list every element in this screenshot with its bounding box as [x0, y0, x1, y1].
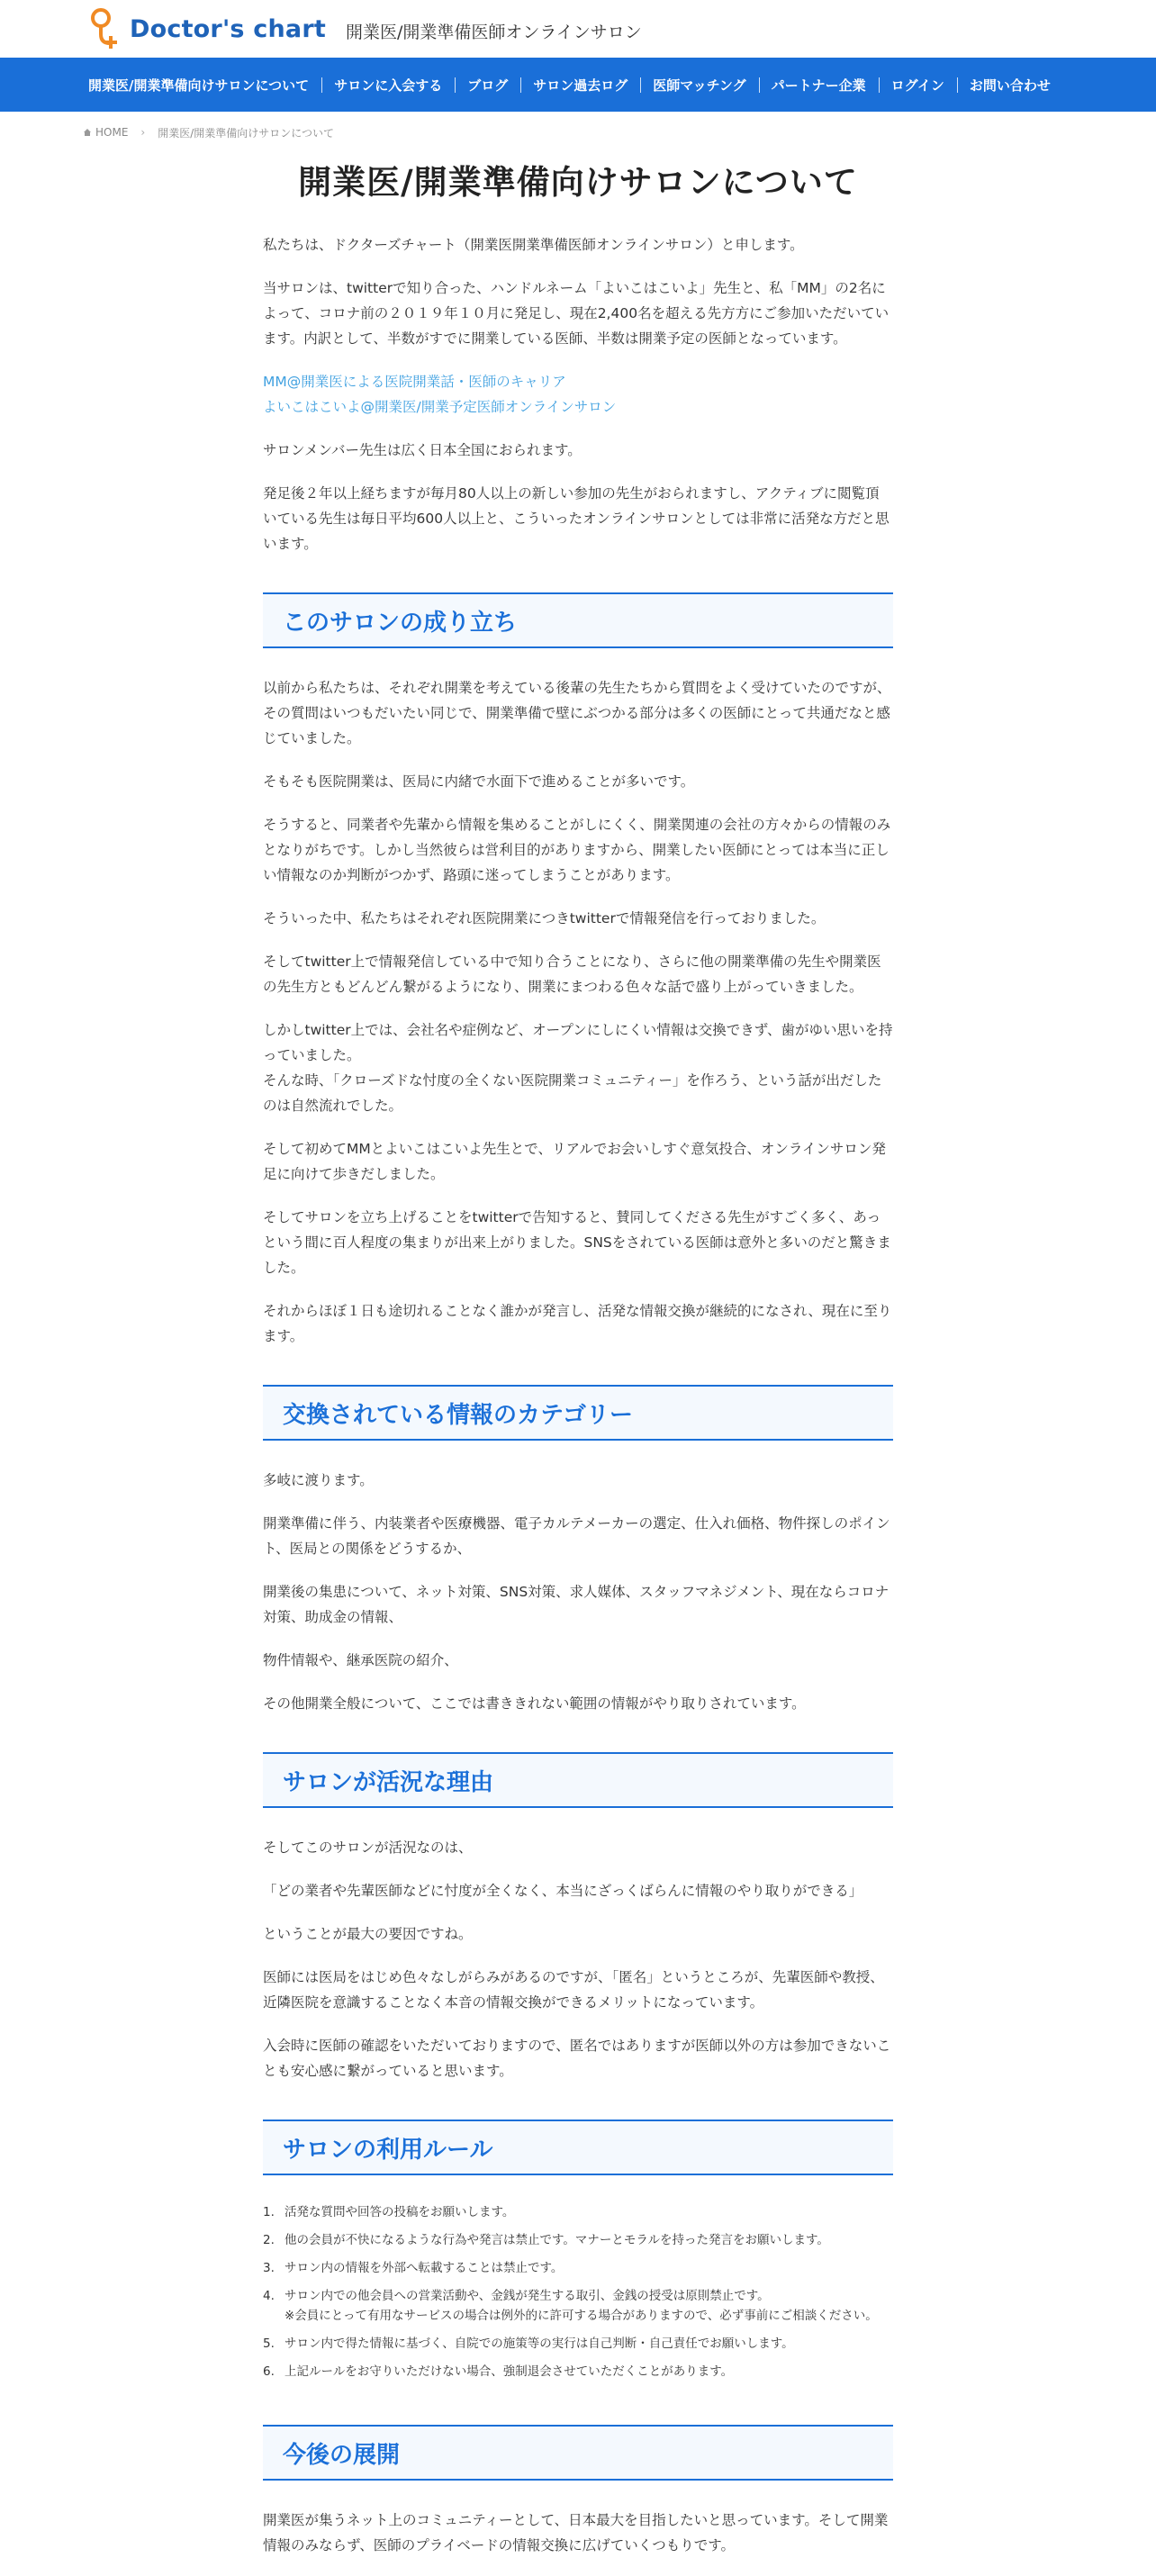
origin-paragraph: そういった中、私たちはそれぞれ医院開業につきtwitterで情報発信を行っておりました。 [263, 910, 826, 926]
reasons-paragraph: 「どの業者や先輩医師などに忖度が全くなく、本当にざっくばらんに情報のやり取りができる」 [263, 1883, 863, 1899]
intro-paragraph: 当サロンは、twitterで知り合った、ハンドルネーム「よいこはこいよ」先生と、私「MM」の2名によって、コロナ前の２０１９年１０月に発足し、現在2,400名を超える先方方にご参加いただいています。内訳として、半数がすでに開業している医師、半数は開業予定の医師となっています。 [263, 280, 890, 347]
origin-paragraph: そうすると、同業者や先輩から情報を集めることがしにくく、開業関連の会社の方々からの情報のみとなりがちです。しかし当然彼らは営利目的がありますから、開業したい医師にとっては本当に正しい情報なのか判断がつかず、路頭に迷ってしまうことがあります。 [263, 817, 891, 883]
nav-item-matching[interactable]: 医師マッチング [640, 76, 758, 95]
section-heading-reasons: サロンが活況な理由 [263, 1752, 893, 1808]
section-heading-future: 今後の展開 [263, 2425, 893, 2481]
intro-paragraph: 私たちは、ドクターズチャート（開業医開業準備医師オンラインサロン）と申します。 [263, 237, 804, 253]
categories-paragraph: 多岐に渡ります。 [263, 1472, 374, 1488]
global-nav [0, 58, 1156, 112]
rule-item [263, 2286, 893, 2326]
rule-number: 1. [263, 2205, 275, 2219]
twitter-links [263, 369, 893, 420]
rule-text: 上記ルールをお守りいただけない場合、強制退会させていただくことがあります。 [284, 2364, 734, 2379]
reasons-paragraph: 医師には医局をはじめ色々なしがらみがあるのですが、「匿名」というところが、先輩医師や教授、近隣医院を意識することなく本音の情報交換ができるメリットになっています。 [263, 1969, 884, 2011]
origin-paragraph: しかしtwitter上では、会社名や症例など、オープンにしにくい情報は交換できず、歯がゆい思いを持っていました。 そんな時、「クローズドな忖度の全くない医院開業コミュニティー」を作ろう、という話が出だしたのは自然流れでした。 [263, 1022, 893, 1114]
twitter-link-mm[interactable]: MM@開業医による医院開業話・医師のキャリア [263, 374, 566, 390]
logo-icon [86, 7, 122, 50]
rule-text: サロン内で得た情報に基づく、自院での施策等の実行は自己判断・自己責任でお願いします。 [284, 2336, 794, 2351]
site-header [0, 0, 1156, 58]
rule-item [263, 2202, 893, 2222]
origin-paragraph: そしてサロンを立ち上げることをtwitterで告知すると、賛同してくださる先生がすごく多く、あっという間に百人程度の集まりが出来上がりました。SNSをされている医師は意外と多いのだと驚きました。 [263, 1209, 891, 1276]
rule-text: サロン内の情報を外部へ転載することは禁止です。 [284, 2261, 564, 2275]
categories-paragraph: 開業準備に伴う、内装業者や医療機器、電子カルテメーカーの選定、仕入れ価格、物件探しのポイント、医局との関係をどうするか、 [263, 1515, 890, 1557]
breadcrumb-home[interactable] [83, 126, 128, 139]
nav-item-login[interactable]: ログイン [879, 76, 957, 95]
rules-list [263, 2202, 893, 2382]
categories-paragraph: 物件情報や、継承医院の紹介、 [263, 1652, 458, 1668]
section-heading-origin: このサロンの成り立ち [263, 592, 893, 648]
nav-item-blog[interactable]: ブログ [455, 76, 520, 95]
rule-item [263, 2230, 893, 2250]
site-tagline: 開業医/開業準備医師オンラインサロン [345, 22, 642, 42]
breadcrumb [0, 112, 1156, 153]
future-paragraph: 開業医が集うネット上のコミュニティーとして、日本最大を目指したいと思っています。そして開業情報のみならず、医師のプライベードの情報交換に広げていくつもりです。 [263, 2512, 889, 2553]
rule-number: 5. [263, 2336, 275, 2351]
reasons-paragraph: そしてこのサロンが活況なのは、 [263, 1839, 473, 1856]
site-logo[interactable] [86, 7, 326, 50]
intro-paragraph: 発足後２年以上経ちますが毎月80人以上の新しい参加の先生がおられますし、アクティブに閲覧頂いている先生は毎日平均600人以上と、こういったオンラインサロンとしては非常に活発な方だと思います。 [263, 485, 890, 552]
logo-text: Doctor's chart [130, 14, 326, 43]
nav-item-past-logs[interactable]: サロン過去ログ [520, 76, 640, 95]
section-heading-rules: サロンの利用ルール [263, 2120, 893, 2175]
categories-paragraph: その他開業全般について、ここでは書ききれない範囲の情報がやり取りされています。 [263, 1695, 806, 1712]
nav-item-partners[interactable]: パートナー企業 [759, 76, 879, 95]
rule-text: サロン内での他会員への営業活動や、金銭が発生する取引、金銭の授受は原則禁止です。 [284, 2289, 770, 2303]
rule-item [263, 2258, 893, 2278]
rule-text: 他の会員が不快になるような行為や発言は禁止です。マナーとモラルを持った発言をお願いします。 [284, 2233, 829, 2247]
main-content [263, 155, 893, 2558]
categories-paragraph: 開業後の集患について、ネット対策、SNS対策、求人媒体、スタッフマネジメント、現在ならコロナ対策、助成金の情報、 [263, 1584, 890, 1625]
section-heading-categories: 交換されている情報のカテゴリー [263, 1385, 893, 1441]
rule-number: 6. [263, 2364, 275, 2379]
origin-paragraph: そしてtwitter上で情報発信している中で知り合うことになり、さらに他の開業準備の先生や開業医の先生方ともどんどん繋がるようになり、開業にまつわる色々な話で盛り上がっていきました。 [263, 954, 881, 995]
rule-number: 2. [263, 2233, 275, 2247]
reasons-paragraph: 入会時に医師の確認をいただいておりますので、匿名ではありますが医師以外の方は参加できないことも安心感に繋がっていると思います。 [263, 2038, 891, 2079]
origin-paragraph: そもそも医院開業は、医局に内緒で水面下で進めることが多いです。 [263, 773, 695, 790]
reasons-paragraph: ということが最大の要因ですね。 [263, 1926, 473, 1942]
home-icon [83, 128, 92, 137]
nav-item-about[interactable]: 開業医/開業準備向けサロンについて [88, 77, 310, 94]
rule-item [263, 2334, 893, 2354]
breadcrumb-current: 開業医/開業準備向けサロンについて [158, 126, 335, 140]
origin-paragraph: 以前から私たちは、それぞれ開業を考えている後輩の先生たちから質問をよく受けていたのですが、その質問はいつもだいたい同じで、開業準備で壁にぶつかる部分は多くの医師にとって共通だなと感じていました。 [263, 680, 891, 746]
rule-text: 活発な質問や回答の投稿をお願いします。 [284, 2205, 515, 2219]
origin-paragraph: それからほぼ１日も途切れることなく誰かが発言し、活発な情報交換が継続的になされ、現在に至ります。 [263, 1303, 892, 1344]
nav-item-contact[interactable]: お問い合わせ [957, 76, 1063, 95]
intro-paragraph: サロンメンバー先生は広く日本全国におられます。 [263, 442, 582, 458]
page-title: 開業医/開業準備向けサロンについて [298, 163, 858, 202]
breadcrumb-home-label: HOME [95, 126, 129, 139]
rule-number: 4. [263, 2289, 275, 2303]
rule-number: 3. [263, 2261, 275, 2275]
rule-note: ※会員にとって有用なサービスの場合は例外的に許可する場合がありますので、必ず事前にご相談ください。 [284, 2309, 878, 2323]
twitter-link-yoikohakoiyo[interactable]: よいこはこいよ@開業医/開業予定医師オンラインサロン [263, 399, 617, 415]
origin-paragraph: そして初めてMMとよいこはこいよ先生とで、リアルでお会いしすぐ意気投合、オンラインサロン発足に向けて歩きだしました。 [263, 1141, 886, 1182]
nav-item-join[interactable]: サロンに入会する [321, 76, 455, 95]
rule-item [263, 2362, 893, 2382]
breadcrumb-separator-icon: › [140, 126, 146, 139]
